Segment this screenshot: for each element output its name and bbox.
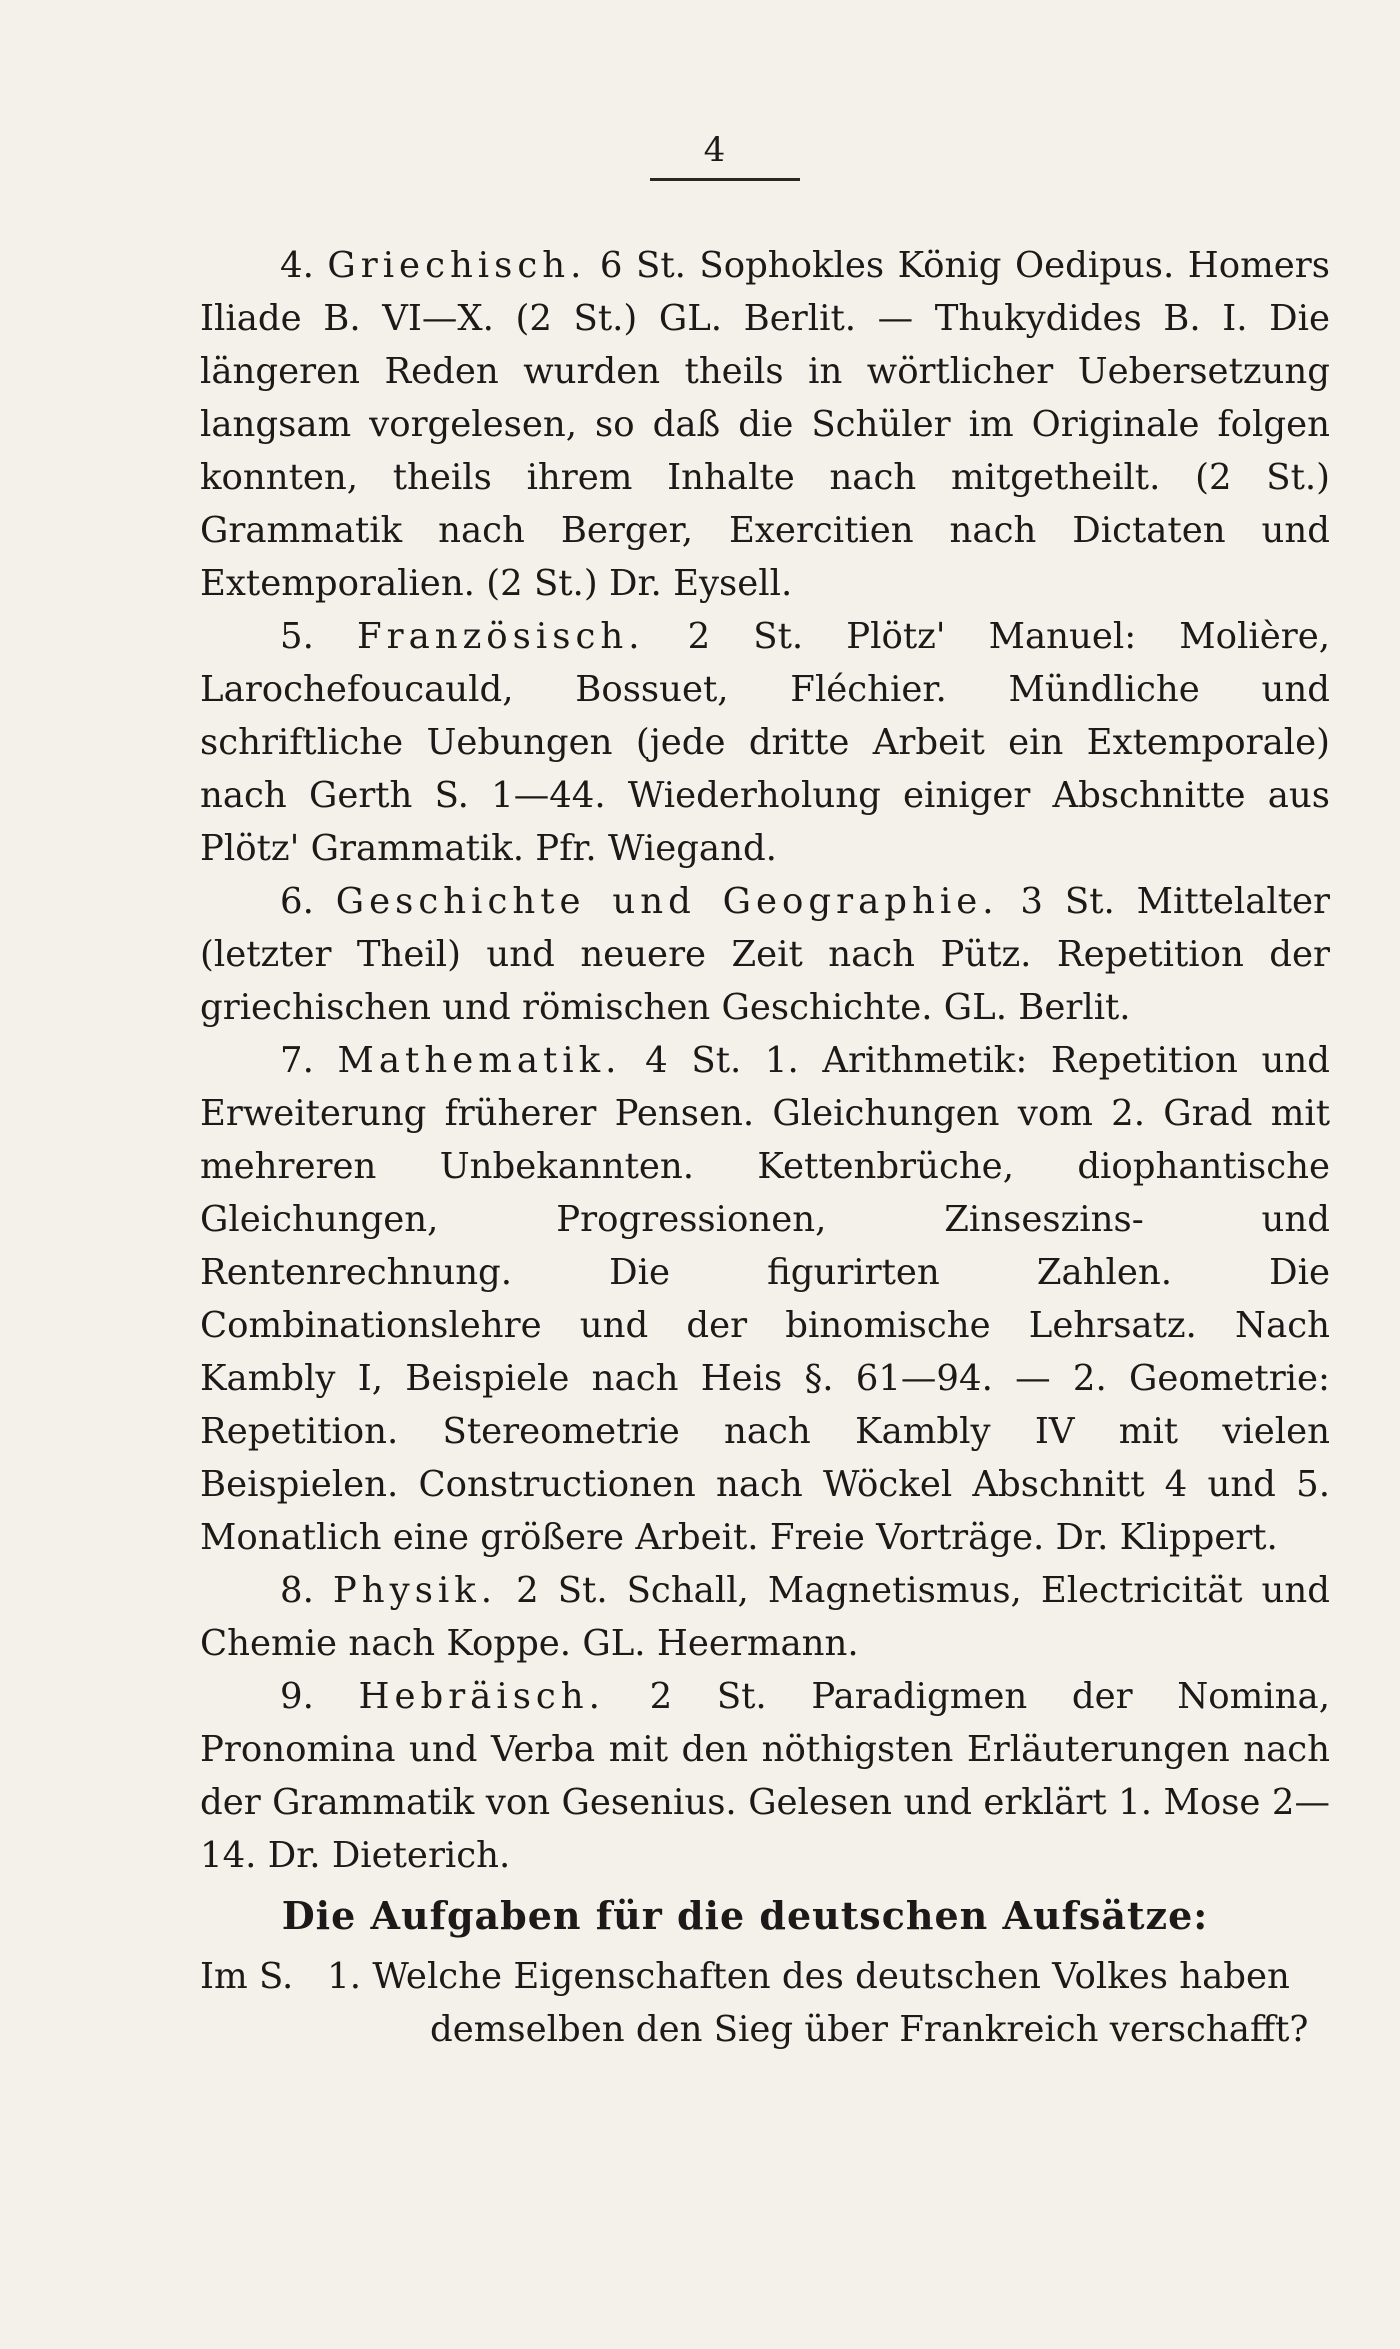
section-subject: Französisch. [356, 616, 645, 657]
topic-line-1: Welche Eigenschaften des deutschen Volkes haben [372, 1956, 1290, 1997]
section-text: 4 St. 1. Arithmetik: Repetition und Erweiterung früherer Pensen. Gleichungen vom 2. Grad mit mehreren Unbekannten. Kettenbrüche, diophantische Gleichungen, Progressionen, Zinseszins- und Rentenrechnung. Die figurirten Zahlen. Die Combinationslehre und der binomische Lehrsatz. Nach Kambly I, Beispiele nach Heis §. 61—94. — 2. Geometrie: Repetition. Stereometrie nach Kambly IV mit vielen Beispielen. Constructionen nach Wöckel Abschnitt 4 und 5. Monatlich eine größere Arbeit. Freie Vorträge. Dr. Klippert. [200, 1040, 1330, 1558]
section-french [200, 610, 1330, 875]
section-number: 5. [280, 616, 314, 657]
section-text: 6 St. Sophokles König Oedipus. Homers Iliade B. VI—X. (2 St.) GL. Berlit. — Thukydides B. I. Die längeren Reden wurden theils in wörtlicher Uebersetzung langsam vorgelesen, so daß die Schüler im Originale folgen konnten, theils ihrem Inhalte nach mitgetheilt. (2 St.) Grammatik nach Berger, Exercitien nach Dictaten und Extemporalien. (2 St.) Dr. Eysell. [200, 245, 1330, 604]
topic-term: Im S. [200, 1956, 294, 1997]
essay-topics-heading: Die Aufgaben für die deutschen Aufsätze: [281, 1893, 1209, 1938]
essay-topics [200, 1950, 1330, 2056]
section-history [200, 875, 1330, 1034]
topic-line-2: demselben den Sieg über Frankreich verschafft? [430, 2009, 1309, 2050]
section-number: 9. [280, 1676, 314, 1717]
essay-topic [200, 1950, 1330, 2056]
section-text: 2 St. Schall, Magnetismus, Electricität und Chemie nach Koppe. GL. Heermann. [200, 1570, 1330, 1664]
section-text: 3 St. Mittelalter (letzter Theil) und neuere Zeit nach Pütz. Repetition der griechischen und römischen Geschichte. GL. Berlit. [200, 881, 1331, 1028]
section-greek [200, 239, 1330, 610]
page-number: 4 [703, 130, 727, 170]
document-body [200, 239, 1330, 1882]
topic-number: 1. [327, 1956, 362, 1997]
section-text: 2 St. Plötz' Manuel: Molière, Larochefoucauld, Bossuet, Fléchier. Mündliche und schriftliche Uebungen (jede dritte Arbeit ein Extemporale) nach Gerth S. 1—44. Wiederholung einiger Abschnitte aus Plötz' Grammatik. Pfr. Wiegand. [200, 616, 1330, 869]
section-subject: Geschichte und Geographie. [335, 881, 999, 922]
section-subject: Griechisch. [327, 245, 587, 286]
section-subject: Mathematik. [337, 1040, 622, 1081]
section-subject: Hebräisch. [358, 1676, 605, 1717]
section-text: 2 St. Paradigmen der Nomina, Pronomina und Verba mit den nöthigsten Erläuterungen nach der Grammatik von Gesenius. Gelesen und erklärt 1. Mose 2—14. Dr. Dieterich. [200, 1676, 1330, 1876]
section-math [200, 1034, 1330, 1564]
section-number: 4. [280, 245, 314, 286]
section-physics [200, 1564, 1330, 1670]
header-rule [650, 178, 800, 181]
section-number: 6. [280, 881, 314, 922]
section-number: 7. [280, 1040, 314, 1081]
section-hebrew [200, 1670, 1330, 1882]
section-number: 8. [280, 1570, 314, 1611]
section-subject: Physik. [332, 1570, 498, 1611]
